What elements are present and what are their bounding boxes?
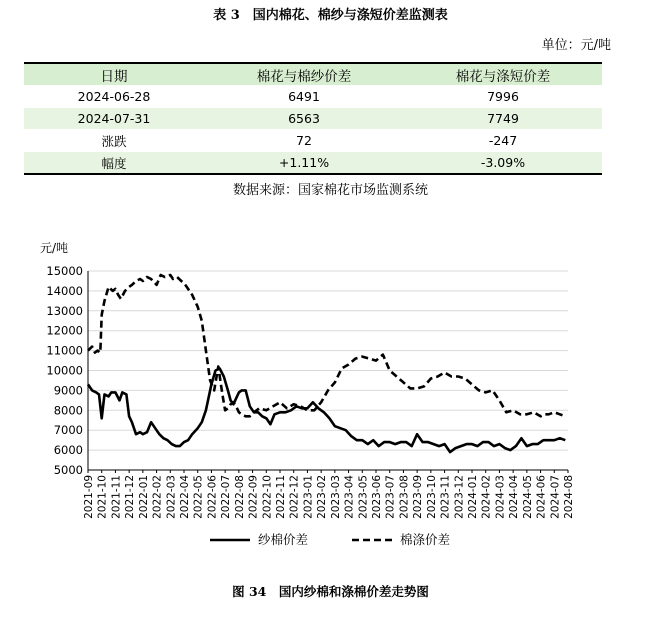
x-tick-label: 2024-01 <box>467 475 479 519</box>
x-tick-label: 2024-08 <box>563 475 575 519</box>
x-tick-label: 2024-06 <box>535 475 548 519</box>
header-cotton-polyester-spread: 棉花与涤短价差 <box>404 63 602 86</box>
x-tick-label: 2021-11 <box>110 475 123 519</box>
x-tick-label: 2023-08 <box>398 475 411 519</box>
x-tick-label: 2023-02 <box>316 475 329 519</box>
table-row <box>24 86 602 108</box>
x-tick-label: 2022-03 <box>165 475 178 519</box>
x-tick-label: 2022-09 <box>247 475 260 519</box>
y-tick-label: 10000 <box>46 363 83 378</box>
x-tick-label: 2024-07 <box>549 475 562 519</box>
x-tick-label: 2022-08 <box>233 475 246 519</box>
y-tick-label: 5000 <box>53 463 83 477</box>
x-tick-label: 2023-04 <box>343 475 356 519</box>
table-cell: -247 <box>404 130 602 152</box>
x-tick-label: 2024-05 <box>521 475 534 519</box>
x-tick-label: 2024-04 <box>508 475 521 519</box>
data-source-note: 数据来源：国家棉花市场监测系统 <box>232 183 428 198</box>
figure-caption: 图 34 国内纱棉和涤棉价差走势图 <box>232 584 429 599</box>
table-cell: 2024-07-31 <box>24 108 204 130</box>
x-tick-label: 2022-07 <box>220 475 233 519</box>
x-tick-label: 2023-06 <box>371 475 383 519</box>
table-header-row <box>24 63 602 86</box>
legend-label-0: 纱棉价差 <box>258 532 309 547</box>
y-tick-label: 9000 <box>53 383 83 398</box>
y-axis-label: 元/吨 <box>40 241 69 255</box>
x-tick-label: 2022-02 <box>151 475 164 519</box>
table-row <box>24 108 602 130</box>
spread-line-chart <box>0 230 661 575</box>
header-cotton-yarn-spread: 棉花与棉纱价差 <box>204 63 404 86</box>
x-tick-label: 2023-01 <box>302 475 315 519</box>
x-tick-label: 2024-02 <box>480 475 493 519</box>
table-cell: 72 <box>204 130 404 152</box>
y-tick-label: 6000 <box>53 443 83 458</box>
x-tick-label: 2022-06 <box>206 475 219 519</box>
x-tick-label: 2023-03 <box>329 475 342 519</box>
table-cell: 7749 <box>404 108 602 130</box>
x-tick-label: 2024-03 <box>494 475 507 519</box>
y-tick-label: 14000 <box>46 283 83 298</box>
x-tick-label: 2023-12 <box>453 475 466 519</box>
x-tick-label: 2022-11 <box>275 475 287 519</box>
x-tick-label: 2022-10 <box>261 475 274 519</box>
x-tick-label: 2021-10 <box>96 475 109 519</box>
table-cell: 幅度 <box>24 152 204 175</box>
table-row <box>24 130 602 152</box>
x-tick-label: 2023-07 <box>384 475 397 519</box>
x-tick-label: 2023-09 <box>412 475 425 519</box>
y-tick-label: 13000 <box>46 303 83 318</box>
legend-label-1: 棉涤价差 <box>400 532 451 547</box>
header-date: 日期 <box>24 63 204 86</box>
table-cell: +1.11% <box>204 152 404 175</box>
x-tick-label: 2022-04 <box>179 475 191 519</box>
y-tick-label: 11000 <box>46 343 83 358</box>
table-caption: 表 3 国内棉花、棉纱与涤短价差监测表 <box>213 8 448 23</box>
table-cell: 2024-06-28 <box>24 86 204 108</box>
table-row <box>24 152 602 175</box>
table-cell: 6563 <box>204 108 404 130</box>
x-tick-label: 2022-01 <box>137 475 150 519</box>
x-tick-label: 2023-11 <box>439 475 452 519</box>
table-cell: 7996 <box>404 86 602 108</box>
x-tick-label: 2022-05 <box>192 475 205 519</box>
x-tick-label: 2021-09 <box>83 475 95 519</box>
y-tick-label: 12000 <box>46 323 83 338</box>
x-tick-label: 2021-12 <box>124 475 137 519</box>
price-spread-table <box>24 62 602 175</box>
x-tick-label: 2023-10 <box>425 475 438 519</box>
table-cell: -3.09% <box>404 152 602 175</box>
series-line-1 <box>88 275 565 416</box>
table-cell: 涨跌 <box>24 130 204 152</box>
y-tick-label: 15000 <box>46 264 83 278</box>
x-tick-label: 2023-05 <box>357 475 370 519</box>
y-tick-label: 7000 <box>53 423 83 438</box>
x-tick-label: 2022-12 <box>288 475 301 519</box>
unit-note: 单位：元/吨 <box>541 38 611 53</box>
table-cell: 6491 <box>204 86 404 108</box>
y-tick-label: 8000 <box>53 403 83 418</box>
